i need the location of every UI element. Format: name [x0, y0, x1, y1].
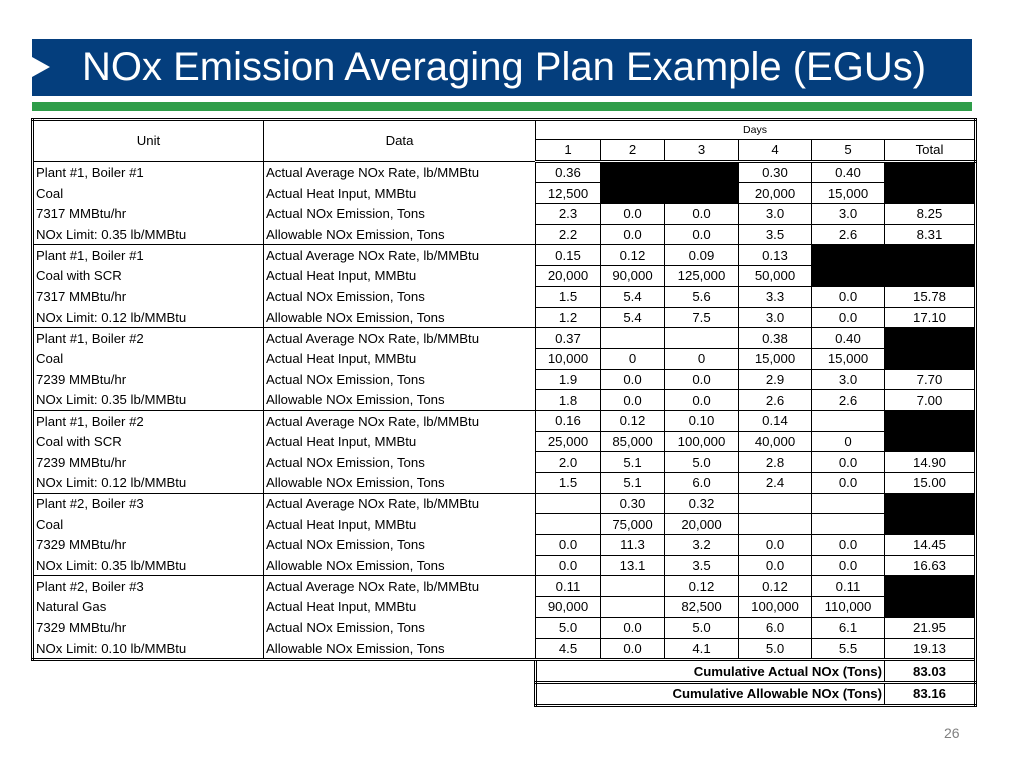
- slide-title: NOx Emission Averaging Plan Example (EGUs): [82, 45, 927, 89]
- table-row: [33, 369, 976, 390]
- accent-bar: [32, 102, 972, 111]
- blacked-out-cell: [885, 576, 976, 597]
- blacked-out-cell: [885, 514, 976, 535]
- data-label-cell: Allowable NOx Emission, Tons: [264, 555, 536, 576]
- day-1-value: 2.2: [536, 224, 601, 245]
- total-value: 8.31: [885, 224, 976, 245]
- day-1-value: 90,000: [536, 597, 601, 618]
- day-2-value: 13.1: [601, 555, 665, 576]
- day-2-value: 0.0: [601, 369, 665, 390]
- table-row: [33, 245, 976, 266]
- day-3-value: 0.10: [665, 410, 739, 431]
- blacked-out-cell: [885, 597, 976, 618]
- day-1-value: 1.5: [536, 286, 601, 307]
- unit-cell: Coal: [33, 348, 264, 369]
- total-value: 15.00: [885, 473, 976, 494]
- day-3-value: 0.0: [665, 204, 739, 225]
- data-label-cell: Actual NOx Emission, Tons: [264, 369, 536, 390]
- total-value: 14.45: [885, 535, 976, 556]
- day-4-value: 3.0: [739, 204, 812, 225]
- cumulative-section: [33, 660, 976, 705]
- total-value: 15.78: [885, 286, 976, 307]
- blacked-out-cell: [885, 493, 976, 514]
- unit-cell: Plant #2, Boiler #3: [33, 493, 264, 514]
- day-3-value: 3.2: [665, 535, 739, 556]
- day-1-value: 0.0: [536, 535, 601, 556]
- day-4-value: 2.6: [739, 390, 812, 411]
- page-number: 26: [944, 725, 960, 741]
- blacked-out-cell: [885, 266, 976, 287]
- unit-cell: NOx Limit: 0.12 lb/MMBtu: [33, 307, 264, 328]
- table-row: [33, 493, 976, 514]
- day-2-value: 85,000: [601, 431, 665, 452]
- day-4-value: 50,000: [739, 266, 812, 287]
- blank-cell: [33, 682, 536, 705]
- cumulative-allowable-row: [33, 682, 976, 705]
- blacked-out-cell: [665, 183, 739, 204]
- day-4-value: 0.0: [739, 555, 812, 576]
- total-value: 21.95: [885, 617, 976, 638]
- day-4-value: 0.38: [739, 328, 812, 349]
- day-3-value: 20,000: [665, 514, 739, 535]
- day-3-value: 4.1: [665, 638, 739, 660]
- day-1-value: 10,000: [536, 348, 601, 369]
- day-3-value: 0.0: [665, 369, 739, 390]
- emission-table: [31, 118, 977, 707]
- day-1-value: 1.9: [536, 369, 601, 390]
- data-label-cell: Actual Heat Input, MMBtu: [264, 597, 536, 618]
- blacked-out-cell: [665, 161, 739, 183]
- data-label-cell: Actual Average NOx Rate, lb/MMBtu: [264, 576, 536, 597]
- day-1-value: 0.15: [536, 245, 601, 266]
- unit-cell: NOx Limit: 0.35 lb/MMBtu: [33, 555, 264, 576]
- day-2-value: 5.1: [601, 452, 665, 473]
- table-row: [33, 431, 976, 452]
- data-label-cell: Actual Average NOx Rate, lb/MMBtu: [264, 245, 536, 266]
- day-2-value: 0.0: [601, 204, 665, 225]
- day-1-value: 0.11: [536, 576, 601, 597]
- table-row: [33, 535, 976, 556]
- day-5-value: 0.0: [812, 307, 885, 328]
- day-4-value: 0.13: [739, 245, 812, 266]
- day-1-value: 5.0: [536, 617, 601, 638]
- table-row: [33, 266, 976, 287]
- day-1-value: 20,000: [536, 266, 601, 287]
- table-row: [33, 348, 976, 369]
- unit-cell: NOx Limit: 0.35 lb/MMBtu: [33, 224, 264, 245]
- day-5-value: 5.5: [812, 638, 885, 660]
- title-bar: [32, 39, 972, 96]
- cumulative-actual-label: Cumulative Actual NOx (Tons): [536, 660, 885, 683]
- day-5-value: 3.0: [812, 369, 885, 390]
- day-1-value: 2.3: [536, 204, 601, 225]
- day-4-value: 2.4: [739, 473, 812, 494]
- header-row-top: [33, 120, 976, 140]
- day-5-value: [812, 514, 885, 535]
- unit-cell: Coal with SCR: [33, 266, 264, 287]
- unit-cell: Plant #1, Boiler #2: [33, 410, 264, 431]
- blacked-out-cell: [601, 161, 665, 183]
- cumulative-allowable-label: Cumulative Allowable NOx (Tons): [536, 682, 885, 705]
- day-5-value: 2.6: [812, 224, 885, 245]
- day-4-value: 2.9: [739, 369, 812, 390]
- total-value: 7.70: [885, 369, 976, 390]
- day-2-value: 75,000: [601, 514, 665, 535]
- day-1-value: 1.2: [536, 307, 601, 328]
- day-4-value: 0.14: [739, 410, 812, 431]
- day-2-value: 0.0: [601, 390, 665, 411]
- day-5-value: [812, 410, 885, 431]
- total-value: 14.90: [885, 452, 976, 473]
- cumulative-actual-row: [33, 660, 976, 683]
- blacked-out-cell: [885, 328, 976, 349]
- table-row: [33, 307, 976, 328]
- unit-cell: 7317 MMBtu/hr: [33, 286, 264, 307]
- day-4-value: [739, 493, 812, 514]
- data-label-cell: Actual Average NOx Rate, lb/MMBtu: [264, 410, 536, 431]
- day-4-value: 0.0: [739, 535, 812, 556]
- table-row: [33, 617, 976, 638]
- day-5-value: [812, 493, 885, 514]
- day-2-value: 0.12: [601, 410, 665, 431]
- data-label-cell: Actual Average NOx Rate, lb/MMBtu: [264, 493, 536, 514]
- header-day-2: 2: [601, 140, 665, 162]
- unit-cell: Coal: [33, 183, 264, 204]
- day-3-value: 0.0: [665, 224, 739, 245]
- table-row: [33, 514, 976, 535]
- table-row: [33, 410, 976, 431]
- day-5-value: 0.0: [812, 286, 885, 307]
- data-label-cell: Actual Heat Input, MMBtu: [264, 183, 536, 204]
- day-2-value: [601, 328, 665, 349]
- unit-cell: Natural Gas: [33, 597, 264, 618]
- data-label-cell: Actual Heat Input, MMBtu: [264, 431, 536, 452]
- day-5-value: 2.6: [812, 390, 885, 411]
- day-5-value: 0.0: [812, 473, 885, 494]
- day-1-value: 1.8: [536, 390, 601, 411]
- day-3-value: 5.0: [665, 617, 739, 638]
- header-day-4: 4: [739, 140, 812, 162]
- day-1-value: 4.5: [536, 638, 601, 660]
- data-label-cell: Actual Heat Input, MMBtu: [264, 348, 536, 369]
- day-5-value: 0.0: [812, 555, 885, 576]
- day-4-value: 20,000: [739, 183, 812, 204]
- data-label-cell: Allowable NOx Emission, Tons: [264, 224, 536, 245]
- table-row: [33, 328, 976, 349]
- unit-cell: Plant #2, Boiler #3: [33, 576, 264, 597]
- data-label-cell: Allowable NOx Emission, Tons: [264, 473, 536, 494]
- table-body: [33, 161, 976, 660]
- day-3-value: 0: [665, 348, 739, 369]
- day-3-value: 6.0: [665, 473, 739, 494]
- day-3-value: 100,000: [665, 431, 739, 452]
- table-row: [33, 473, 976, 494]
- table-row: [33, 161, 976, 183]
- day-4-value: 40,000: [739, 431, 812, 452]
- unit-cell: 7329 MMBtu/hr: [33, 535, 264, 556]
- unit-cell: NOx Limit: 0.35 lb/MMBtu: [33, 390, 264, 411]
- header-total: Total: [885, 140, 976, 162]
- day-4-value: 3.0: [739, 307, 812, 328]
- day-1-value: 12,500: [536, 183, 601, 204]
- table-row: [33, 286, 976, 307]
- day-2-value: 0.0: [601, 617, 665, 638]
- data-label-cell: Allowable NOx Emission, Tons: [264, 307, 536, 328]
- total-value: 19.13: [885, 638, 976, 660]
- blacked-out-cell: [885, 348, 976, 369]
- blacked-out-cell: [885, 410, 976, 431]
- day-2-value: 5.1: [601, 473, 665, 494]
- blank-cell: [33, 660, 536, 683]
- day-3-value: 0.09: [665, 245, 739, 266]
- day-4-value: [739, 514, 812, 535]
- day-4-value: 3.3: [739, 286, 812, 307]
- day-3-value: 82,500: [665, 597, 739, 618]
- unit-cell: Plant #1, Boiler #1: [33, 245, 264, 266]
- day-3-value: 3.5: [665, 555, 739, 576]
- total-value: 17.10: [885, 307, 976, 328]
- day-2-value: 5.4: [601, 307, 665, 328]
- unit-cell: 7317 MMBtu/hr: [33, 204, 264, 225]
- day-1-value: 0.0: [536, 555, 601, 576]
- day-2-value: [601, 597, 665, 618]
- table-row: [33, 224, 976, 245]
- day-5-value: 0.0: [812, 535, 885, 556]
- table-row: [33, 638, 976, 660]
- day-4-value: 2.8: [739, 452, 812, 473]
- day-3-value: 5.6: [665, 286, 739, 307]
- blacked-out-cell: [812, 266, 885, 287]
- day-3-value: 0.32: [665, 493, 739, 514]
- total-value: 7.00: [885, 390, 976, 411]
- day-2-value: 0.0: [601, 224, 665, 245]
- data-label-cell: Allowable NOx Emission, Tons: [264, 390, 536, 411]
- day-5-value: 110,000: [812, 597, 885, 618]
- header-data: Data: [264, 120, 536, 162]
- total-value: 16.63: [885, 555, 976, 576]
- day-1-value: 25,000: [536, 431, 601, 452]
- day-2-value: 90,000: [601, 266, 665, 287]
- header-days: Days: [536, 120, 976, 140]
- unit-cell: Plant #1, Boiler #2: [33, 328, 264, 349]
- day-4-value: 0.30: [739, 161, 812, 183]
- unit-cell: Coal with SCR: [33, 431, 264, 452]
- unit-cell: NOx Limit: 0.10 lb/MMBtu: [33, 638, 264, 660]
- day-5-value: 0.11: [812, 576, 885, 597]
- day-3-value: 0.0: [665, 390, 739, 411]
- table-row: [33, 183, 976, 204]
- day-5-value: 15,000: [812, 183, 885, 204]
- blacked-out-cell: [885, 183, 976, 204]
- data-label-cell: Actual Average NOx Rate, lb/MMBtu: [264, 161, 536, 183]
- day-3-value: 0.12: [665, 576, 739, 597]
- total-value: 8.25: [885, 204, 976, 225]
- day-5-value: 3.0: [812, 204, 885, 225]
- day-5-value: 0.0: [812, 452, 885, 473]
- day-1-value: [536, 493, 601, 514]
- unit-cell: Coal: [33, 514, 264, 535]
- table-row: [33, 597, 976, 618]
- day-5-value: 0.40: [812, 161, 885, 183]
- emission-table-container: [31, 118, 974, 707]
- table-row: [33, 555, 976, 576]
- data-label-cell: Actual NOx Emission, Tons: [264, 286, 536, 307]
- blacked-out-cell: [812, 245, 885, 266]
- day-5-value: 6.1: [812, 617, 885, 638]
- day-3-value: 125,000: [665, 266, 739, 287]
- cumulative-actual-value: 83.03: [885, 660, 976, 683]
- unit-cell: 7239 MMBtu/hr: [33, 452, 264, 473]
- table-row: [33, 204, 976, 225]
- header-day-1: 1: [536, 140, 601, 162]
- day-3-value: [665, 328, 739, 349]
- unit-cell: 7239 MMBtu/hr: [33, 369, 264, 390]
- unit-cell: Plant #1, Boiler #1: [33, 161, 264, 183]
- data-label-cell: Actual NOx Emission, Tons: [264, 617, 536, 638]
- day-5-value: 0.40: [812, 328, 885, 349]
- data-label-cell: Actual NOx Emission, Tons: [264, 535, 536, 556]
- table-row: [33, 390, 976, 411]
- day-1-value: 2.0: [536, 452, 601, 473]
- day-4-value: 0.12: [739, 576, 812, 597]
- data-label-cell: Actual NOx Emission, Tons: [264, 204, 536, 225]
- blacked-out-cell: [885, 431, 976, 452]
- data-label-cell: Allowable NOx Emission, Tons: [264, 638, 536, 660]
- day-2-value: 0.30: [601, 493, 665, 514]
- unit-cell: 7329 MMBtu/hr: [33, 617, 264, 638]
- day-3-value: 7.5: [665, 307, 739, 328]
- day-2-value: 0.12: [601, 245, 665, 266]
- table-row: [33, 576, 976, 597]
- data-label-cell: Actual Heat Input, MMBtu: [264, 514, 536, 535]
- header-day-3: 3: [665, 140, 739, 162]
- data-label-cell: Actual Heat Input, MMBtu: [264, 266, 536, 287]
- header-unit: Unit: [33, 120, 264, 162]
- day-4-value: 100,000: [739, 597, 812, 618]
- day-1-value: 0.37: [536, 328, 601, 349]
- data-label-cell: Actual NOx Emission, Tons: [264, 452, 536, 473]
- day-1-value: 0.36: [536, 161, 601, 183]
- day-1-value: 1.5: [536, 473, 601, 494]
- day-4-value: 5.0: [739, 638, 812, 660]
- blacked-out-cell: [601, 183, 665, 204]
- day-1-value: [536, 514, 601, 535]
- day-4-value: 15,000: [739, 348, 812, 369]
- blacked-out-cell: [885, 161, 976, 183]
- header-day-5: 5: [812, 140, 885, 162]
- day-4-value: 3.5: [739, 224, 812, 245]
- arrow-icon: [32, 57, 50, 77]
- day-5-value: 15,000: [812, 348, 885, 369]
- table-row: [33, 452, 976, 473]
- data-label-cell: Actual Average NOx Rate, lb/MMBtu: [264, 328, 536, 349]
- day-1-value: 0.16: [536, 410, 601, 431]
- unit-cell: NOx Limit: 0.12 lb/MMBtu: [33, 473, 264, 494]
- day-2-value: 11.3: [601, 535, 665, 556]
- day-2-value: [601, 576, 665, 597]
- day-2-value: 0: [601, 348, 665, 369]
- day-3-value: 5.0: [665, 452, 739, 473]
- blacked-out-cell: [885, 245, 976, 266]
- cumulative-allowable-value: 83.16: [885, 682, 976, 705]
- day-2-value: 0.0: [601, 638, 665, 660]
- day-4-value: 6.0: [739, 617, 812, 638]
- day-5-value: 0: [812, 431, 885, 452]
- day-2-value: 5.4: [601, 286, 665, 307]
